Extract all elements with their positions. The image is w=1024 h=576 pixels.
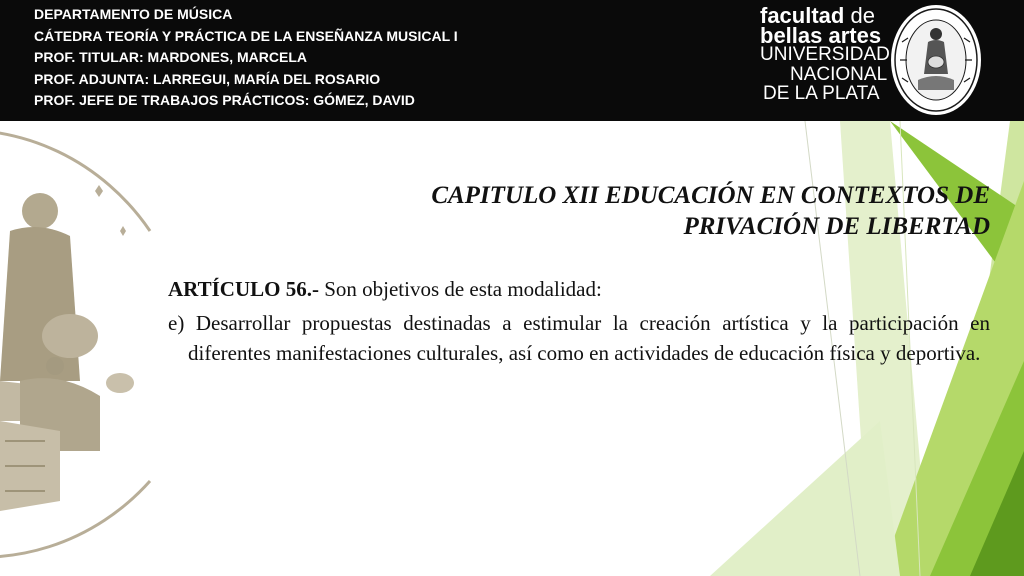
chapter-title-line2: PRIVACIÓN DE LIBERTAD	[683, 213, 990, 240]
header-jtp: PROF. JEFE DE TRABAJOS PRÁCTICOS: GÓMEZ, DAVID	[34, 92, 415, 108]
article-heading	[168, 274, 990, 304]
logo-facultad: facultad	[760, 3, 845, 28]
header-bar	[0, 0, 1024, 121]
header-titular: PROF. TITULAR: MARDONES, MARCELA	[34, 49, 307, 65]
header-adjunta: PROF. ADJUNTA: LARREGUI, MARÍA DEL ROSARIO	[34, 70, 381, 87]
slide-content	[168, 180, 990, 368]
header-info	[34, 4, 458, 112]
logo-de: de	[850, 3, 875, 28]
chapter-title-line1: CAPITULO XII EDUCACIÓN EN CONTEXTOS DE	[431, 182, 990, 209]
faculty-logo	[760, 3, 890, 104]
chapter-title	[168, 180, 990, 242]
header-course: CÁTEDRA TEORÍA Y PRÁCTICA DE LA ENSEÑANZA MUSICAL I	[34, 27, 458, 44]
university-seal-icon	[888, 2, 984, 118]
university-emblem-watermark-icon	[0, 121, 180, 576]
logo-nacional: NACIONAL	[790, 63, 888, 85]
logo-bellas-artes: bellas artes	[760, 22, 882, 48]
article-item-e: e) Desarrollar propuestas destinadas a estimular la creación artística y la participación en diferentes manifestaciones culturales, así como en actividades de educación física y deportiva.	[168, 311, 990, 365]
article-label: ARTÍCULO 56.-	[168, 277, 319, 301]
article-intro: Son objetivos de esta modalidad:	[318, 277, 602, 301]
logo-universidad: UNIVERSIDAD	[760, 44, 890, 65]
logo-de-la-plata: DE LA PLATA	[763, 83, 880, 104]
header-department: DEPARTAMENTO DE MÚSICA	[34, 6, 233, 22]
